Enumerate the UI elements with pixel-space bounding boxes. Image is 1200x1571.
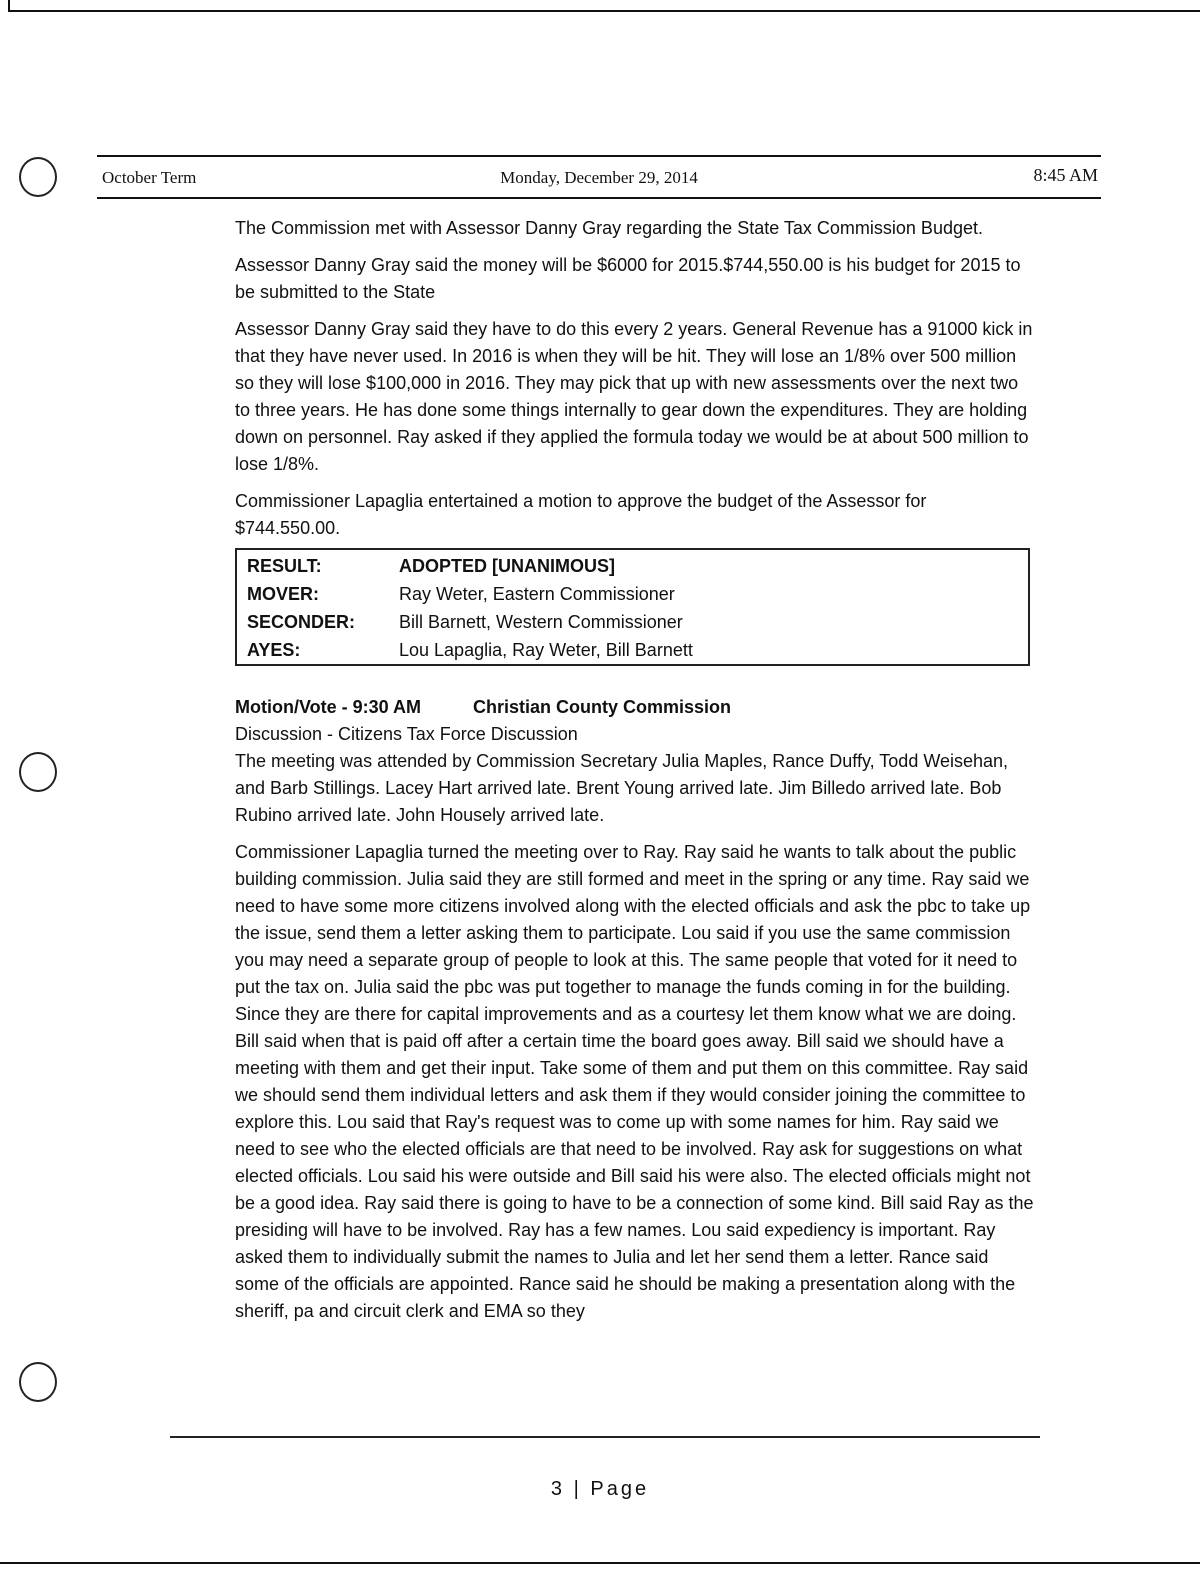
motion-heading	[235, 694, 1035, 721]
vote-result-table	[235, 548, 1030, 666]
discussion-topic: Discussion - Citizens Tax Force Discussion	[235, 724, 578, 744]
attendance-paragraph: The meeting was attended by Commission Secretary Julia Maples, Rance Duffy, Todd Weisehan, and Barb Stillings. Lacey Hart arrived late. Brent Young arrived late. Jim Billedo arrived late. Bob Rubino arrived late. John Housely arrived late.	[235, 751, 1009, 825]
document-body	[235, 215, 1035, 1335]
header-term: October Term	[102, 168, 197, 187]
vote-row-result	[247, 552, 1028, 580]
scan-border-corner	[8, 0, 10, 11]
paragraph: Assessor Danny Gray said they have to do this every 2 years. General Revenue has a 91000 kick in that they have never used. In 2016 is when they will be hit. They will lose an 1/8% over 500 million so they will lose $100,000 in 2016. They may pick that up with new assessments over the next two to three years. He has done some things internally to gear down the expenditures. They are holding down on personnel. Ray asked if they applied the formula today we would be at about 500 million to lose 1/8%.	[235, 319, 1033, 474]
footer-rule	[170, 1436, 1040, 1438]
vote-row-mover	[247, 580, 1028, 608]
vote-value: ADOPTED [UNANIMOUS]	[399, 556, 615, 576]
paragraph: Commissioner Lapaglia entertained a motion to approve the budget of the Assessor for $744.550.00.	[235, 491, 927, 538]
minutes-paragraph: Commissioner Lapaglia turned the meeting over to Ray. Ray said he wants to talk about the public building commission. Julia said they are still formed and meet in the spring or any time. Ray said we need to have some more citizens involved along with the elected officials and ask the pbc to take up the issue, send them a letter asking them to participate. Lou said if you use the same commission you may need a separate group of people to look at this. The same people that voted for it need to put the tax on. Julia said the pbc was put together to manage the funds coming in for the building. Since they are there for capital improvements and as a courtesy let them know what we are doing. Bill said when that is paid off after a certain time the board goes away. Bill said we should have a meeting with them and get their input. Take some of them and put them on this committee. Ray said we should send them individual letters and ask them if they would consider joining the committee to explore this. Lou said that Ray's request was to come up with some names for him. Ray said we need to see who the elected officials are that need to be involved. Ray ask for suggestions on what elected officials. Lou said his were outside and Bill said his were also. The elected officials might not be a good idea. Ray said there is going to have to be a connection of some kind. Bill said Ray as the presiding will have to be involved. Ray has a few names. Lou said expediency is important. Ray asked them to individually submit the names to Julia and let her send them a letter. Rance said some of the officials are appointed. Rance said he should be making a presentation along with the sheriff, pa and circuit clerk and EMA so they	[235, 842, 1034, 1321]
scan-border-line	[8, 10, 1200, 12]
header-time: 8:45 AM	[1033, 165, 1098, 185]
vote-label: MOVER:	[247, 584, 319, 604]
binder-hole-icon	[19, 752, 57, 792]
header-date: Monday, December 29, 2014	[500, 168, 698, 187]
page-number: 3 | Page	[550, 1478, 650, 1500]
page-header	[97, 155, 1101, 199]
vote-label: RESULT:	[247, 556, 322, 576]
binder-hole-icon	[19, 157, 57, 197]
vote-label: AYES:	[247, 640, 301, 660]
vote-label: SECONDER:	[247, 612, 356, 632]
vote-value: Lou Lapaglia, Ray Weter, Bill Barnett	[399, 640, 693, 660]
binder-hole-icon	[19, 1362, 57, 1402]
paragraph: The Commission met with Assessor Danny Gray regarding the State Tax Commission Budget.	[235, 218, 983, 238]
header-rule-top	[97, 155, 1101, 157]
vote-row-seconder	[247, 608, 1028, 636]
motion-time: Motion/Vote - 9:30 AM	[235, 697, 421, 717]
vote-row-ayes	[247, 636, 1028, 664]
vote-value: Bill Barnett, Western Commissioner	[399, 612, 683, 632]
header-rule-bottom	[97, 197, 1101, 199]
paragraph: Assessor Danny Gray said the money will be $6000 for 2015.$744,550.00 is his budget for 2015 to be submitted to the State	[235, 255, 1021, 302]
vote-value: Ray Weter, Eastern Commissioner	[399, 584, 675, 604]
scan-border-bottom	[0, 1562, 1200, 1564]
scan-border-top	[0, 0, 1200, 12]
motion-body: Christian County Commission	[473, 697, 732, 717]
